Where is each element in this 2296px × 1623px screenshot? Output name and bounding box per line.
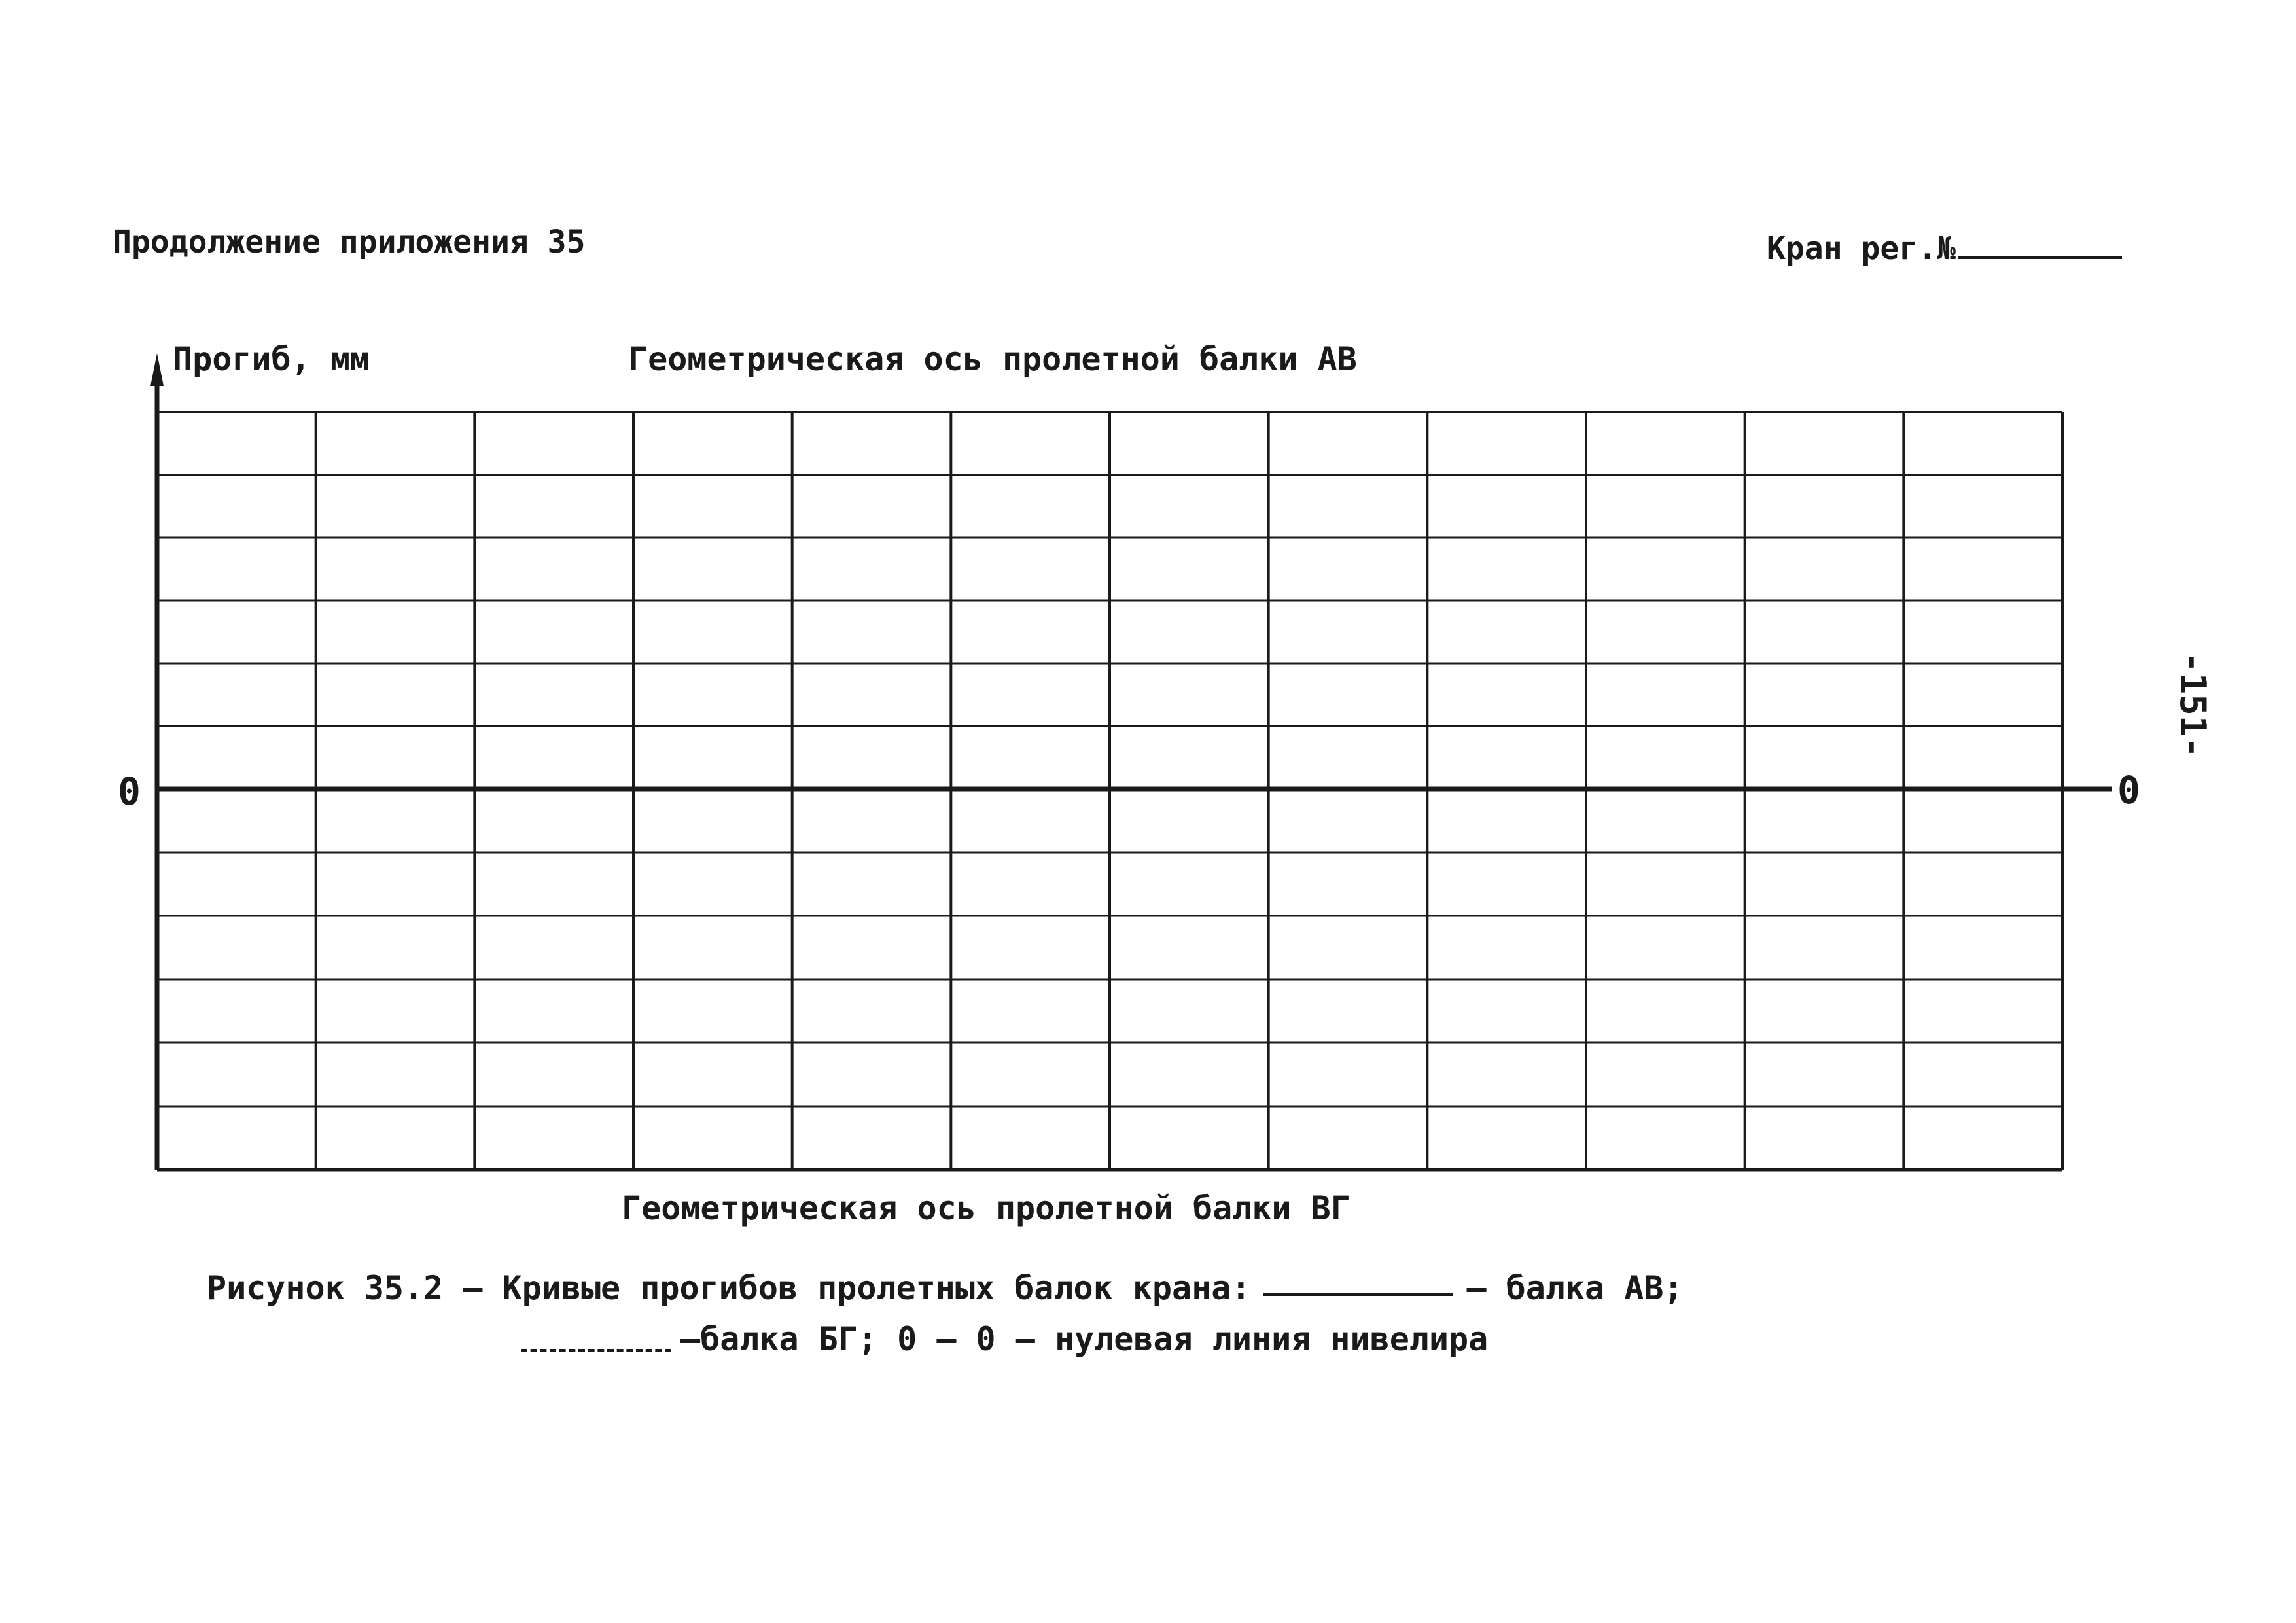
top-axis-label: Геометрическая ось пролетной балки АВ [628, 340, 1357, 378]
caption-beam-bg: –балка БГ; 0 – 0 – нулевая линия нивелира [680, 1320, 1489, 1358]
solid-line-legend-sample [1263, 1293, 1453, 1296]
page-number: -151- [2172, 652, 2214, 758]
figure-caption-line-2 [521, 1320, 1488, 1358]
dashed-line-legend-sample [521, 1349, 671, 1352]
crane-registration-label: Кран рег.№ [1767, 230, 1956, 267]
caption-title: Рисунок 35.2 – Кривые прогибов пролетных балок крана: [207, 1269, 1251, 1307]
y-axis-label: Прогиб, мм [173, 340, 370, 378]
y-axis-arrow [150, 353, 164, 386]
appendix-continuation: Продолжение приложения 35 [113, 224, 586, 260]
caption-beam-ab: – балка АВ; [1466, 1269, 1684, 1307]
zero-label-right: 0 [2117, 768, 2140, 812]
figure-caption-line-1 [207, 1269, 1684, 1307]
zero-label-left: 0 [118, 769, 141, 814]
bottom-axis-label: Геометрическая ось пролетной балки ВГ [622, 1189, 1351, 1227]
